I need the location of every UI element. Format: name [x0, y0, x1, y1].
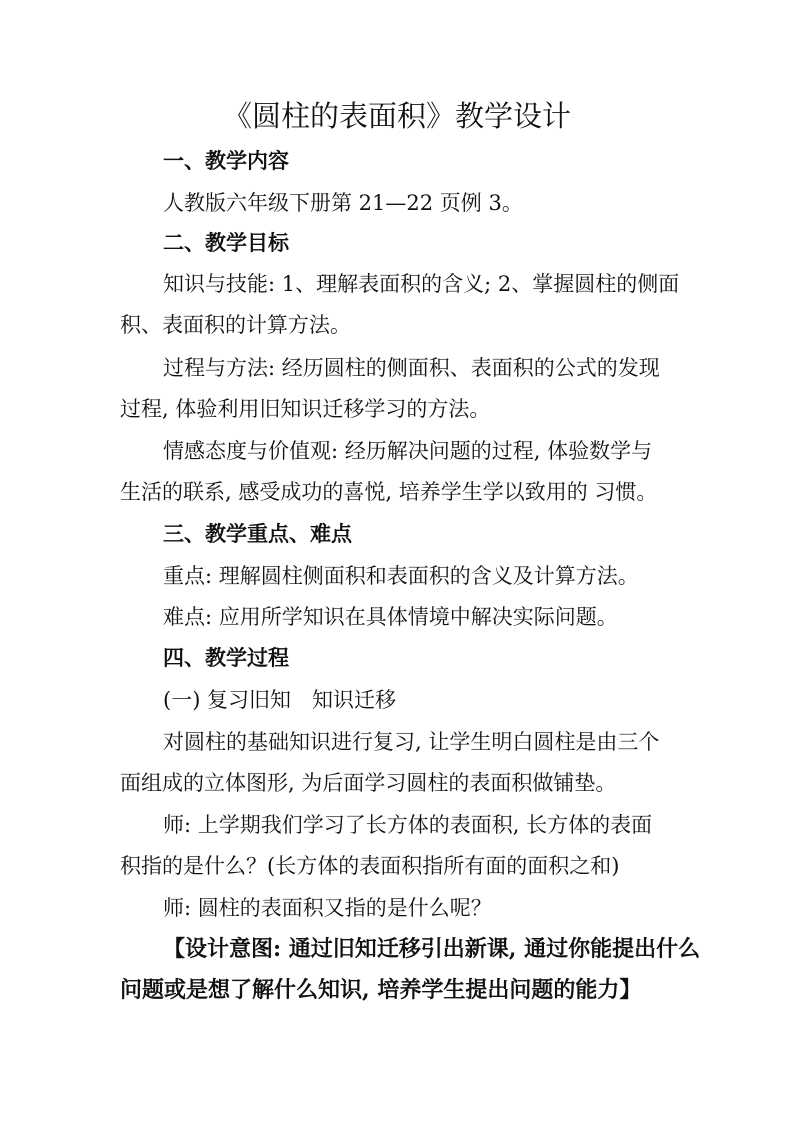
- design-intent-line-1: 【设计意图: 通过旧知迁移引出新课, 通过你能提出什么: [163, 936, 701, 962]
- process-review-line-1: 对圆柱的基础知识进行复习, 让学生明白圆柱是由三个: [163, 730, 660, 754]
- goal-emotion-line-2: 生活的联系, 感受成功的喜悦, 培养学生学以致用的 习惯。: [120, 480, 658, 504]
- goal-process-line-2: 过程, 体验利用旧知识迁移学习的方法。: [120, 397, 491, 421]
- heading-teaching-content: 一、教学内容: [163, 148, 289, 173]
- goal-process-line-1: 过程与方法: 经历圆柱的侧面积、表面积的公式的发现: [163, 356, 660, 380]
- heading-key-points: 三、教学重点、难点: [163, 521, 352, 546]
- goal-knowledge-line-1: 知识与技能: 1、理解表面积的含义; 2、掌握圆柱的侧面: [163, 272, 680, 296]
- page-title: 《圆柱的表面积》教学设计: [222, 99, 571, 133]
- content-text: 人教版六年级下册第 21—22 页例 3。: [163, 191, 523, 215]
- design-intent-line-2: 问题或是想了解什么知识, 培养学生提出问题的能力】: [120, 977, 642, 1003]
- process-teacher-question-1-line-1: 师: 上学期我们学习了长方体的表面积, 长方体的表面: [163, 813, 653, 837]
- heading-teaching-process: 四、教学过程: [163, 645, 289, 670]
- heading-teaching-goals: 二、教学目标: [163, 230, 289, 255]
- process-review-line-2: 面组成的立体图形, 为后面学习圆柱的表面积做铺垫。: [120, 771, 617, 795]
- process-teacher-question-1-line-2: 积指的是什么？(长方体的表面积指所有面的面积之和): [120, 854, 620, 878]
- goal-emotion-line-1: 情感态度与价值观: 经历解决问题的过程, 体验数学与: [163, 439, 653, 463]
- process-teacher-question-2: 师: 圆柱的表面积又指的是什么呢？: [163, 896, 492, 920]
- goal-knowledge-line-2: 积、表面积的计算方法。: [120, 313, 351, 337]
- process-subheading: (一) 复习旧知 知识迁移: [163, 688, 397, 712]
- key-point-difficulty: 难点: 应用所学知识在具体情境中解决实际问题。: [163, 605, 618, 629]
- key-point-focus: 重点: 理解圆柱侧面积和表面积的含义及计算方法。: [163, 564, 639, 588]
